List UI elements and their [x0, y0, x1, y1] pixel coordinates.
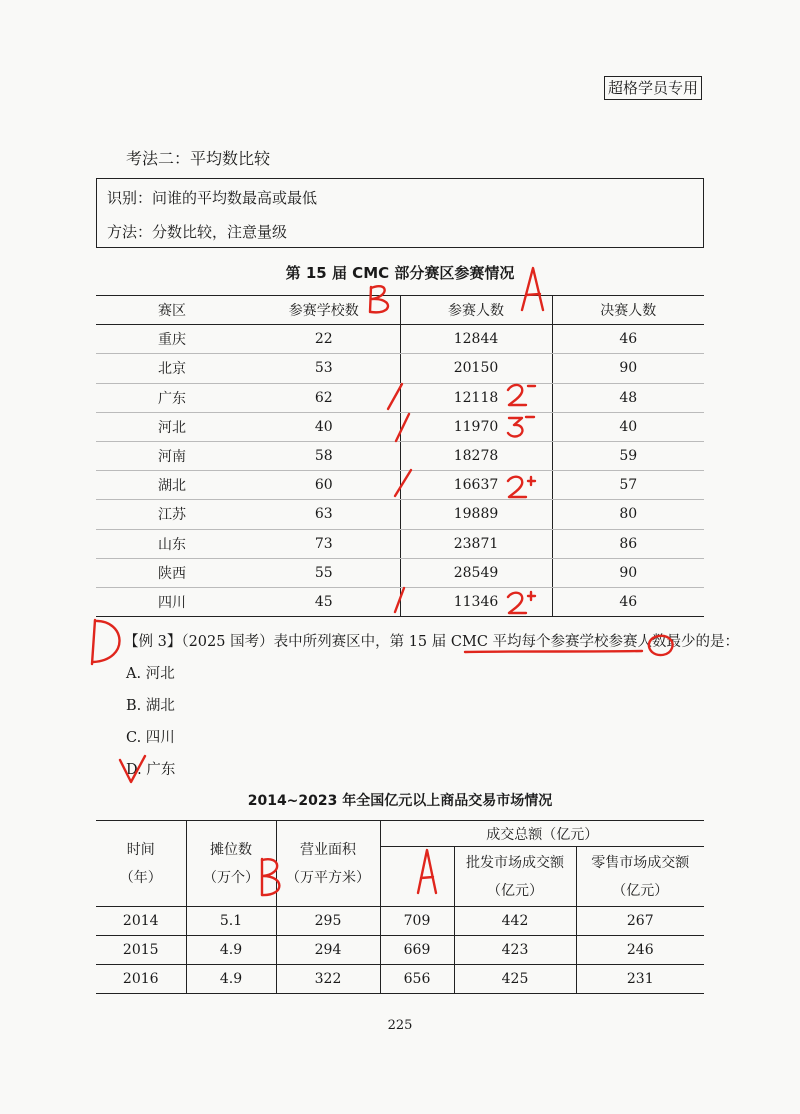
cell: 4.9 — [186, 936, 276, 965]
cell: 90 — [552, 354, 704, 383]
cell: 江苏 — [96, 500, 248, 529]
table-row — [96, 529, 704, 558]
cell: 河南 — [96, 441, 248, 470]
cell: 四川 — [96, 587, 248, 616]
cmc-table — [96, 295, 704, 617]
page-number: 225 — [387, 1018, 413, 1033]
cell: 4.9 — [186, 965, 276, 994]
table-row — [96, 587, 704, 616]
cell: 12844 — [400, 325, 552, 354]
cell: 59 — [552, 441, 704, 470]
cell: 295 — [276, 907, 380, 936]
table-row — [96, 558, 704, 587]
corner-label: 超格学员专用 — [604, 76, 702, 100]
cell: 28549 — [400, 558, 552, 587]
table-row — [96, 936, 704, 965]
table-row — [96, 907, 704, 936]
col-header-time: 时间 （年） — [96, 821, 186, 907]
cell: 北京 — [96, 354, 248, 383]
cell: 423 — [454, 936, 576, 965]
method-box-line-identify: 识别：问谁的平均数最高或最低 — [107, 189, 318, 207]
cell: 425 — [454, 965, 576, 994]
cell: 656 — [380, 965, 454, 994]
cell: 57 — [552, 471, 704, 500]
col-header-participants: 参赛人数 — [400, 296, 552, 325]
table-row — [96, 965, 704, 994]
table-row — [96, 500, 704, 529]
cell: 2016 — [96, 965, 186, 994]
cell: 46 — [552, 587, 704, 616]
option-b: B. 湖北 — [126, 698, 175, 714]
col-header-retail: 零售市场成交额 （亿元） — [576, 847, 704, 907]
cell: 231 — [576, 965, 704, 994]
col-header-area: 营业面积 （万平方米） — [276, 821, 380, 907]
cell: 55 — [248, 558, 400, 587]
table2-title: 2014~2023 年全国亿元以上商品交易市场情况 — [247, 793, 553, 809]
cell: 河北 — [96, 412, 248, 441]
cell: 90 — [552, 558, 704, 587]
col-header-region: 赛区 — [96, 296, 248, 325]
cell: 5.1 — [186, 907, 276, 936]
cell: 11970 — [400, 412, 552, 441]
cell: 246 — [576, 936, 704, 965]
table-row — [96, 325, 704, 354]
cell: 12118 — [400, 383, 552, 412]
cell: 669 — [380, 936, 454, 965]
cell: 16637 — [400, 471, 552, 500]
cell: 63 — [248, 500, 400, 529]
cell: 重庆 — [96, 325, 248, 354]
cell: 19889 — [400, 500, 552, 529]
option-a: A. 河北 — [126, 666, 175, 682]
cell: 陕西 — [96, 558, 248, 587]
col-header-finalists: 决赛人数 — [552, 296, 704, 325]
cell: 48 — [552, 383, 704, 412]
cell: 442 — [454, 907, 576, 936]
section-title: 考法二：平均数比较 — [126, 149, 271, 168]
option-c: C. 四川 — [126, 730, 175, 746]
cell: 709 — [380, 907, 454, 936]
market-table — [96, 820, 704, 994]
col-header-stalls: 摊位数 （万个） — [186, 821, 276, 907]
cell: 322 — [276, 965, 380, 994]
cell: 山东 — [96, 529, 248, 558]
table-header-row — [96, 821, 704, 847]
option-d: D. 广东 — [126, 762, 176, 778]
cell: 53 — [248, 354, 400, 383]
cell: 11346 — [400, 587, 552, 616]
cell: 46 — [552, 325, 704, 354]
cell: 80 — [552, 500, 704, 529]
cell: 267 — [576, 907, 704, 936]
cell: 86 — [552, 529, 704, 558]
cell: 广东 — [96, 383, 248, 412]
cell: 62 — [248, 383, 400, 412]
cell: 58 — [248, 441, 400, 470]
table-row — [96, 471, 704, 500]
method-box — [96, 178, 704, 248]
col-header-wholesale: 批发市场成交额 （亿元） — [454, 847, 576, 907]
question-text: 【例 3】（2025 国考）表中所列赛区中，第 15 届 CMC 平均每个参赛学校参赛人数最少的是： — [124, 634, 740, 650]
table1-title: 第 15 届 CMC 部分赛区参赛情况 — [285, 264, 515, 282]
col-header-total: 成交总额（亿元） — [380, 821, 704, 847]
table-header-row — [96, 296, 704, 325]
cell: 73 — [248, 529, 400, 558]
cell: 2014 — [96, 907, 186, 936]
table-row — [96, 383, 704, 412]
cell: 2015 — [96, 936, 186, 965]
cell: 40 — [248, 412, 400, 441]
table-row — [96, 412, 704, 441]
method-box-line-method: 方法：分数比较，注意量级 — [107, 223, 288, 241]
underline-mark — [465, 651, 642, 652]
cell: 60 — [248, 471, 400, 500]
col-header-schools: 参赛学校数 — [248, 296, 400, 325]
mark-d-answer — [92, 620, 120, 664]
cell: 20150 — [400, 354, 552, 383]
cell: 22 — [248, 325, 400, 354]
cell: 45 — [248, 587, 400, 616]
table-row — [96, 441, 704, 470]
table-row — [96, 354, 704, 383]
cell: 23871 — [400, 529, 552, 558]
cell: 18278 — [400, 441, 552, 470]
col-header-total-blank — [380, 847, 454, 907]
cell: 294 — [276, 936, 380, 965]
cell: 湖北 — [96, 471, 248, 500]
cell: 40 — [552, 412, 704, 441]
